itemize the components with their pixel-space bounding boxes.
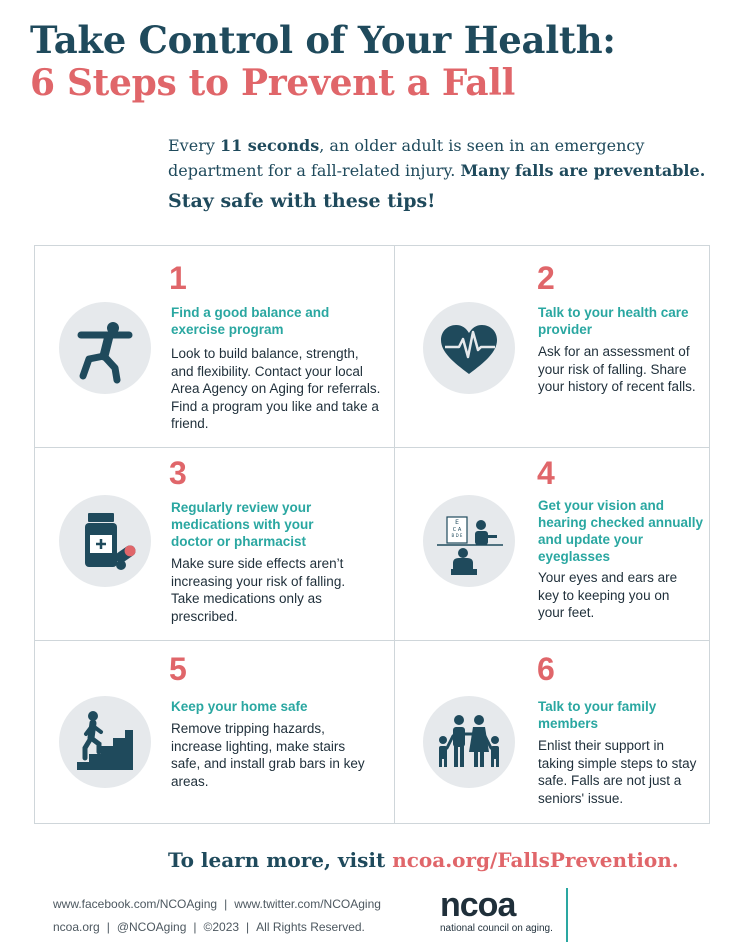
logo-subtitle: national council on aging. [440, 923, 553, 934]
svg-text:B D E: B D E [451, 533, 463, 538]
step-heading: Find a good balance and exercise program [171, 305, 330, 337]
tips-grid [34, 245, 710, 824]
learn-more-line [168, 848, 679, 872]
rights-reserved: All Rights Reserved. [256, 920, 365, 934]
page-subtitle: 6 Steps to Prevent a Fall [30, 62, 515, 104]
step-body: Your eyes and ears are key to keeping you on your feet. [538, 570, 678, 620]
stay-safe-heading: Stay safe with these tips! [168, 190, 436, 212]
step-body: Make sure side effects aren’t increasing your risk of falling. Take medications only as prescribed. [171, 556, 346, 624]
step-body: Remove tripping hazards, increase lighting, make stairs safe, and install grab bars in key areas. [171, 721, 365, 789]
family-icon [423, 696, 515, 788]
step-heading: Talk to your family members [538, 699, 657, 731]
intro-paragraph [168, 133, 728, 183]
footer-social-links [53, 897, 381, 911]
learn-more-text: To learn more, visit [168, 848, 393, 872]
social-handle: @NCOAging [116, 920, 187, 934]
svg-text:E: E [455, 519, 459, 526]
page-title: Take Control of Your Health: [30, 18, 616, 62]
intro-text-2: , an older adult is seen in an emergency department for a fall-related injury. [168, 136, 645, 180]
exercise-figure-icon [59, 302, 151, 394]
intro-bold-1: 11 seconds [219, 136, 320, 155]
svg-text:C A: C A [452, 527, 462, 533]
ncoa-logo [440, 888, 553, 934]
footer-separator: | [246, 920, 250, 934]
intro-text-1: Every [168, 136, 220, 155]
step-heading: Keep your home safe [171, 699, 308, 714]
step-heading: Talk to your health care provider [538, 305, 689, 337]
facebook-link[interactable]: www.facebook.com/NCOAging [53, 897, 218, 911]
heartbeat-heart-icon [423, 302, 515, 394]
logo-wordmark: ncoa [440, 886, 516, 924]
logo-divider [566, 888, 568, 942]
grid-divider-vertical [394, 246, 395, 823]
footer-separator: | [224, 897, 228, 911]
step-heading: Regularly review your medications with your doctor or pharmacist [171, 500, 314, 549]
step-number: 5 [169, 651, 187, 687]
step-number: 2 [537, 260, 555, 296]
intro-bold-2: Many falls are preventable. [460, 161, 706, 180]
grid-divider-row-2 [35, 640, 709, 641]
site-link[interactable]: ncoa.org [53, 920, 100, 934]
step-heading: Get your vision and hearing checked annually and update your eyeglasses [538, 498, 704, 564]
step-number: 1 [169, 260, 187, 296]
medication-bottle-icon [59, 495, 151, 587]
person-climbing-stairs-icon [59, 696, 151, 788]
step-number: 4 [537, 455, 555, 491]
copyright: ©2023 [203, 920, 240, 934]
step-body: Ask for an assessment of your risk of falling. Share your history of recent falls. [538, 344, 696, 394]
falls-prevention-link[interactable]: ncoa.org/FallsPrevention. [392, 848, 679, 872]
footer-separator: | [106, 920, 110, 934]
twitter-link[interactable]: www.twitter.com/NCOAging [234, 897, 381, 911]
step-body: Look to build balance, strength, and flexibility. Contact your local Area Agency on Aging for referrals. Find a program you like and take a friend. [171, 346, 381, 431]
step-number: 6 [537, 651, 555, 687]
eye-exam-icon [423, 495, 515, 587]
step-number: 3 [169, 455, 187, 491]
footer-separator: | [193, 920, 197, 934]
step-body: Enlist their support in taking simple steps to stay safe. Falls are not just a seniors' issue. [538, 738, 697, 806]
footer-info [53, 920, 365, 934]
grid-divider-row-1 [35, 447, 709, 448]
